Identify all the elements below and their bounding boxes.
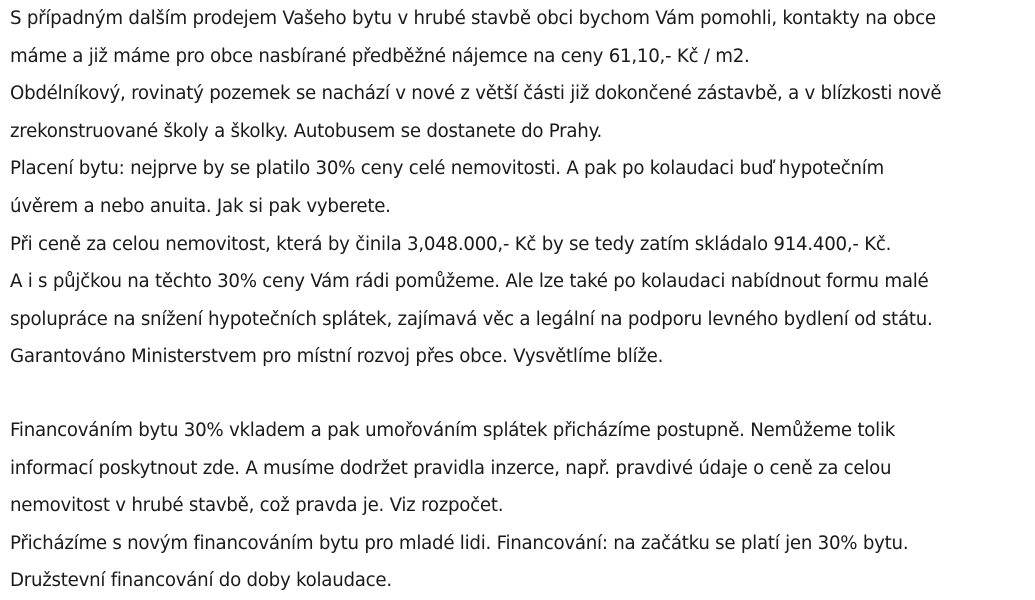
text-line: A i s půjčkou na těchto 30% ceny Vám rádi pomůžeme. Ale lze také po kolaudaci nabídnout formu malé	[10, 271, 929, 293]
text-line: Obdélníkový, rovinatý pozemek se nachází v nové z větší části již dokončené zástavbě, a v blízkosti nově	[10, 83, 942, 105]
text-line: Garantováno Ministerstvem pro místní rozvoj přes obce. Vysvětlíme blíže.	[10, 346, 664, 368]
text-line: máme a již máme pro obce nasbírané předběžné nájemce na ceny 61,10,- Kč / m2.	[10, 45, 750, 67]
paragraph-land-description	[10, 75, 1032, 150]
paragraph-payment-terms	[10, 150, 1032, 225]
text-line: úvěrem a nebo anuita. Jak si pak vyberete.	[10, 195, 391, 217]
text-line: Financováním bytu 30% vkladem a pak umořováním splátek přicházíme postupně. Nemůžeme tolik	[10, 419, 896, 441]
paragraph-price-calculation	[10, 226, 1032, 264]
text-line: informací poskytnout zde. A musíme dodržet pravidla inzerce, např. pravdivé údaje o ceně za celou	[10, 457, 892, 479]
paragraph-financing-approach	[10, 412, 1032, 525]
text-line: Družstevní financování do doby kolaudace.	[10, 570, 392, 592]
paragraph-resale-help	[10, 0, 1032, 75]
text-line: Přicházíme s novým financováním bytu pro mladé lidi. Financování: na začátku se platí jen 30% bytu.	[10, 532, 909, 554]
text-line: S případným dalším prodejem Vašeho bytu v hrubé stavbě obci bychom Vám pomohli, kontakty na obce	[10, 8, 936, 29]
paragraph-loan-help	[10, 263, 1032, 376]
text-line: spolupráce na snížení hypotečních splátek, zajímavá věc a legální na podporu levného bydlení od státu.	[10, 308, 933, 330]
text-line: Při ceně za celou nemovitost, která by činila 3,048.000,- Kč by se tedy zatím skládalo 914.400,- Kč.	[10, 233, 892, 255]
text-line: zrekonstruované školy a školky. Autobusem se dostanete do Prahy.	[10, 120, 603, 142]
paragraph-young-people-financing	[10, 525, 1032, 600]
listing-description	[10, 0, 1032, 600]
text-line: nemovitost v hrubé stavbě, což pravda je. Viz rozpočet.	[10, 495, 504, 517]
text-line: Placení bytu: nejprve by se platilo 30% ceny celé nemovitosti. A pak po kolaudaci buď hypotečním	[10, 158, 884, 180]
paragraph-spacer	[10, 376, 1032, 412]
